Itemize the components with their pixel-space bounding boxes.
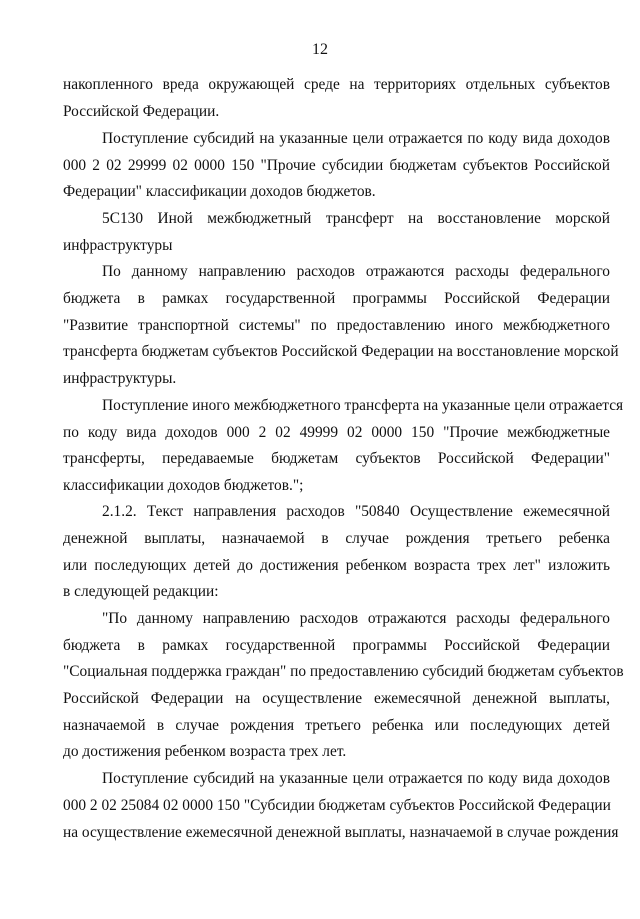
text-line: бюджета в рамках государственной программы Российской Федерации — [63, 637, 610, 654]
text-line: Федерации" классификации доходов бюджетов. — [63, 183, 376, 200]
text-line: 2.1.2. Текст направления расходов "50840 Осуществление ежемесячной — [102, 503, 610, 520]
text-line: на осуществление ежемесячной денежной выплаты, назначаемой в случае рождения — [63, 824, 619, 841]
text-line: трансферта бюджетам субъектов Российской Федерации на восстановление морской — [63, 343, 619, 360]
text-line: 000 2 02 25084 02 0000 150 "Субсидии бюджетам субъектов Российской Федерации — [63, 797, 611, 814]
text-line: Поступление субсидий на указанные цели отражается по коду вида доходов — [102, 130, 610, 147]
text-line: денежной выплаты, назначаемой в случае рождения третьего ребенка — [63, 530, 610, 547]
text-line: или последующих детей до достижения ребенком возраста трех лет" изложить — [63, 557, 610, 574]
text-line: назначаемой в случае рождения третьего ребенка или последующих детей — [63, 717, 610, 734]
text-line: "Развитие транспортной системы" по предоставлению иного межбюджетного — [63, 317, 610, 334]
page-number: 12 — [312, 41, 328, 58]
text-line: инфраструктуры — [63, 237, 173, 254]
text-line: Российской Федерации на осуществление ежемесячной денежной выплаты, — [63, 690, 610, 707]
text-line: трансферты, передаваемые бюджетам субъектов Российской Федерации" — [63, 450, 610, 467]
text-line: Поступление субсидий на указанные цели отражается по коду вида доходов — [102, 770, 610, 787]
text-line: в следующей редакции: — [63, 583, 219, 600]
text-line: 000 2 02 29999 02 0000 150 "Прочие субсидии бюджетам субъектов Российской — [63, 157, 610, 174]
text-line: до достижения ребенком возраста трех лет. — [63, 743, 347, 760]
text-line: по коду вида доходов 000 2 02 49999 02 0000 150 "Прочие межбюджетные — [63, 424, 610, 441]
text-line: "Социальная поддержка граждан" по предоставлению субсидий бюджетам субъектов — [63, 663, 624, 680]
text-line: 5С130 Иной межбюджетный трансферт на восстановление морской — [102, 210, 610, 227]
text-line: накопленного вреда окружающей среде на территориях отдельных субъектов — [63, 76, 610, 93]
text-line: По данному направлению расходов отражаются расходы федерального — [102, 263, 610, 280]
text-line: классификации доходов бюджетов."; — [63, 477, 304, 494]
text-line: инфраструктуры. — [63, 370, 177, 387]
text-line: Российской Федерации. — [63, 103, 220, 120]
text-line: "По данному направлению расходов отражаются расходы федерального — [102, 610, 610, 627]
text-line: Поступление иного межбюджетного трансферта на указанные цели отражается — [102, 397, 624, 414]
text-line: бюджета в рамках государственной программы Российской Федерации — [63, 290, 610, 307]
